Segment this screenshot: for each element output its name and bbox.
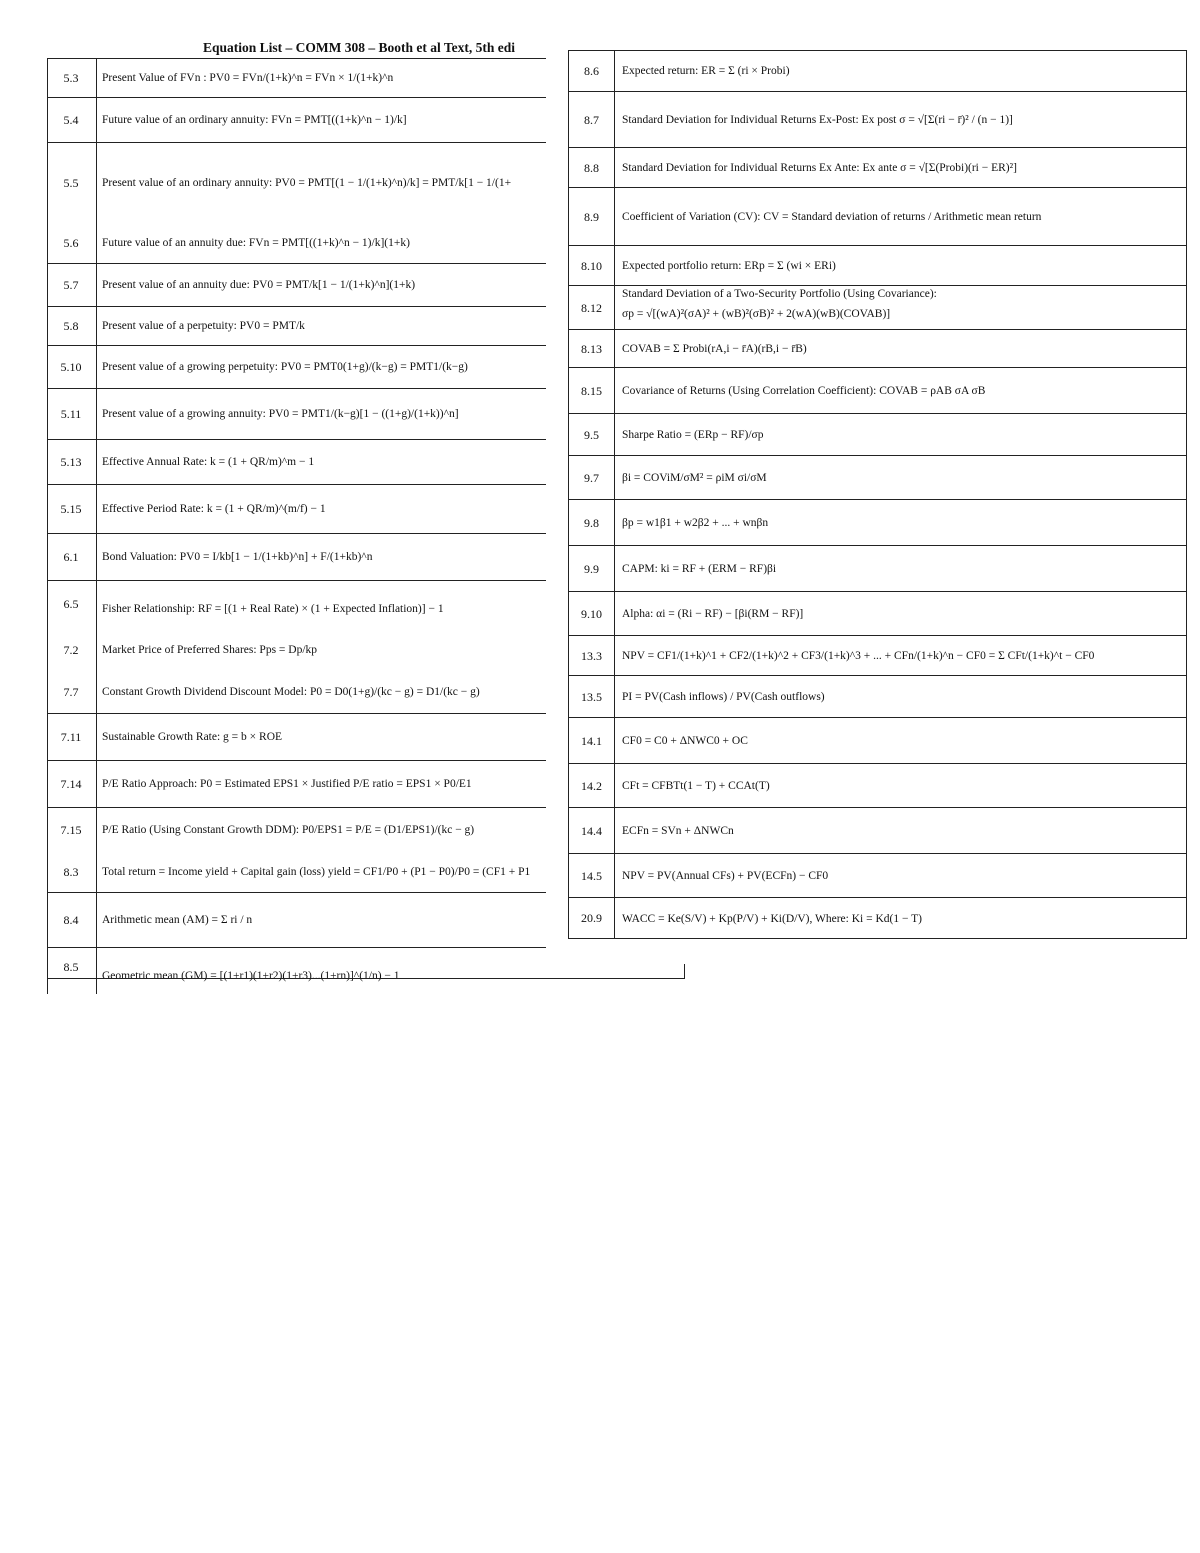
equation-text: Coefficient of Variation (CV): CV = Standard deviation of returns / Arithmetic mean return [622,211,1042,223]
equation-text: P/E Ratio Approach: P0 = Estimated EPS1 × Justified P/E ratio = EPS1 × P0/E1 [102,778,472,790]
equation-number: 20.9 [569,898,615,939]
equation-text: Effective Period Rate: k = (1 + QR/m)^(m/f) − 1 [102,503,326,515]
table-row [569,675,1186,718]
equation-number: 8.13 [569,330,615,368]
equation-number: 5.15 [60,501,82,516]
equation-number: 5.8 [63,318,79,333]
equation-text: Expected return: ER = Σ (ri × Probi) [622,65,790,77]
equation-text: PI = PV(Cash inflows) / PV(Cash outflows) [622,691,825,703]
equation-number: 8.4 [63,912,79,927]
equation-text: Alpha: αi = (Ri − RF) − [βi(RM − RF)] [622,608,804,620]
equation-text: Constant Growth Dividend Discount Model: P0 = D0(1+g)/(kc − g) = D1/(kc − g) [102,686,480,698]
equation-number: 7.15 [60,822,82,837]
equation-number: 8.8 [569,148,615,188]
equation-number: 8.9 [569,188,615,246]
equation-text: Present value of an annuity due: PV0 = PMT/k[1 − 1/(1+k)^n](1+k) [102,279,416,291]
equation-number: 5.10 [60,359,82,374]
table-row [569,91,1186,148]
table-row [47,388,546,439]
equation-text: NPV = PV(Annual CFs) + PV(ECFn) − CF0 [622,870,829,882]
equation-text: CAPM: ki = RF + (ERM − RF)βi [622,563,777,575]
table-row [569,245,1186,286]
equation-number: 9.5 [569,414,615,456]
equation-number: 8.6 [569,51,615,91]
table-bottom-border [47,978,685,979]
equation-number: 6.5 [63,596,79,611]
equation-text: Standard Deviation for Individual Returns Ex Ante: Ex ante σ = √[Σ(Probi)(ri − ER)²] [622,162,1017,174]
equation-text: Fisher Relationship: RF = [(1 + Real Rate) × (1 + Expected Inflation)] − 1 [102,603,444,615]
equation-number: 14.1 [569,718,615,764]
equation-number: 8.7 [569,92,615,148]
table-row [47,97,546,142]
equation-text: Total return = Income yield + Capital gain (loss) yield = CF1/P0 + (P1 − P0)/P0 = (CF1 + P1 [102,866,531,878]
table-row [569,413,1186,456]
equation-text: Present Value of FVn : PV0 = FVn/(1+k)^n = FVn × 1/(1+k)^n [102,72,394,84]
table-row [47,345,546,388]
table-row [569,897,1186,939]
table-row [569,591,1186,636]
equation-formula: σp = √[(wA)²(σA)² + (wB)²(σB)² + 2(wA)(wB)(COVAB)] [622,308,891,320]
table-row [47,807,546,892]
equation-number: 6.1 [63,549,79,564]
equation-number: 13.3 [569,636,615,676]
table-row [569,807,1186,854]
equation-number: 7.7 [63,684,79,699]
equation-text: Future value of an ordinary annuity: FVn = PMT[((1+k)^n − 1)/k] [102,114,407,126]
table-row [47,58,546,97]
equation-number: 9.9 [569,546,615,592]
equation-text: Standard Deviation of a Two-Security Portfolio (Using Covariance): [622,288,937,300]
equation-number: 13.5 [569,676,615,718]
equation-number: 8.5 [63,959,79,974]
equation-text: ECFn = SVn + ΔNWCn [622,825,734,837]
table-row [47,533,546,580]
table-row [569,499,1186,546]
equation-number: 5.11 [60,406,82,421]
equation-text: Present value of an ordinary annuity: PV0 = PMT[(1 − 1/(1+k)^n)/k] = PMT/k[1 − 1/(1+ [102,177,512,189]
equation-number: 9.10 [569,592,615,636]
equation-number: 5.4 [63,112,79,127]
equation-text: βi = COViM/σM² = ρiM σi/σM [622,472,767,484]
equation-number: 7.14 [60,776,82,791]
table-row [569,763,1186,808]
equation-number: 5.6 [63,235,79,250]
equation-text: Arithmetic mean (AM) = Σ ri / n [102,914,253,926]
table-row [569,853,1186,898]
equation-text: Present value of a perpetuity: PV0 = PMT/k [102,320,305,332]
equation-text: NPV = CF1/(1+k)^1 + CF2/(1+k)^2 + CF3/(1+k)^3 + ... + CFn/(1+k)^n − CF0 = Σ CFt/(1+k)^t − CF0 [622,650,1095,662]
equation-text: CFt = CFBTt(1 − T) + CCAt(T) [622,780,770,792]
table-corner-tick [684,964,685,978]
table-row [569,367,1186,414]
table-row [569,329,1186,368]
table-row [569,147,1186,188]
table-row [47,947,546,994]
equation-text: Covariance of Returns (Using Correlation Coefficient): COVAB = ρAB σA σB [622,385,986,397]
equation-number: 5.7 [63,277,79,292]
equation-text: Present value of a growing annuity: PV0 = PMT1/(k−g)[1 − ((1+g)/(1+k))^n] [102,408,459,420]
table-row [569,545,1186,592]
equation-number: 14.5 [569,854,615,898]
equation-text: Expected portfolio return: ERp = Σ (wi × ERi) [622,260,836,272]
right-equation-table [568,50,1187,939]
table-row [569,187,1186,246]
table-row [47,713,546,760]
equation-text: Effective Annual Rate: k = (1 + QR/m)^m − 1 [102,456,315,468]
equation-text: CF0 = C0 + ΔNWC0 + OC [622,735,748,747]
table-row [47,306,546,345]
equation-number: 8.10 [569,246,615,286]
table-row [569,635,1186,676]
equation-text: Market Price of Preferred Shares: Pps = Dp/kp [102,644,318,656]
table-row [569,717,1186,764]
equation-number: 5.13 [60,454,82,469]
equation-number: 8.12 [569,286,615,330]
document-title: Equation List – COMM 308 – Booth et al Text, 5th edi [203,40,516,55]
equation-number: 7.11 [60,729,82,744]
equation-text: Bond Valuation: PV0 = I/kb[1 − 1/(1+kb)^n] + F/(1+kb)^n [102,551,373,563]
equation-text: Present value of a growing perpetuity: PV0 = PMT0(1+g)/(k−g) = PMT1/(k−g) [102,361,468,373]
table-row [47,892,546,947]
equation-text: Standard Deviation for Individual Returns Ex-Post: Ex post σ = √[Σ(ri − r̄)² / (n − 1)] [622,114,1013,126]
table-row [47,580,546,713]
left-equation-table [47,58,546,994]
table-row [569,51,1186,91]
table-row [47,484,546,533]
equation-text: βp = w1β1 + w2β2 + ... + wnβn [622,517,769,529]
equation-text: Sustainable Growth Rate: g = b × ROE [102,731,283,743]
equation-number: 14.4 [569,808,615,854]
equation-text: Future value of an annuity due: FVn = PMT[((1+k)^n − 1)/k](1+k) [102,237,410,249]
equation-number: 14.2 [569,764,615,808]
equation-text: WACC = Ke(S/V) + Kp(P/V) + Ki(D/V), Where: Ki = Kd(1 − T) [622,912,922,925]
equation-number: 9.7 [569,456,615,500]
table-row [569,455,1186,500]
table-row [47,142,546,263]
equation-number: 8.3 [63,864,79,879]
table-row [569,285,1186,330]
equation-number: 7.2 [63,642,79,657]
table-row [47,760,546,807]
equation-number: 5.3 [63,70,79,85]
equation-number: 5.5 [63,175,79,190]
table-row [47,439,546,484]
table-row [47,263,546,306]
equation-text: P/E Ratio (Using Constant Growth DDM): P0/EPS1 = P/E = (D1/EPS1)/(kc − g) [102,824,475,836]
equation-number: 8.15 [569,368,615,414]
equation-text: Sharpe Ratio = (ERp − RF)/σp [622,429,764,441]
equation-text: Geometric mean (GM) = [(1+r1)(1+r2)(1+r3)...(1+rn)]^(1/n) − 1 [102,970,400,982]
equation-number: 9.8 [569,500,615,546]
equation-text: COVAB = Σ Probi(rA,i − r̄A)(rB,i − r̄B) [622,343,807,355]
